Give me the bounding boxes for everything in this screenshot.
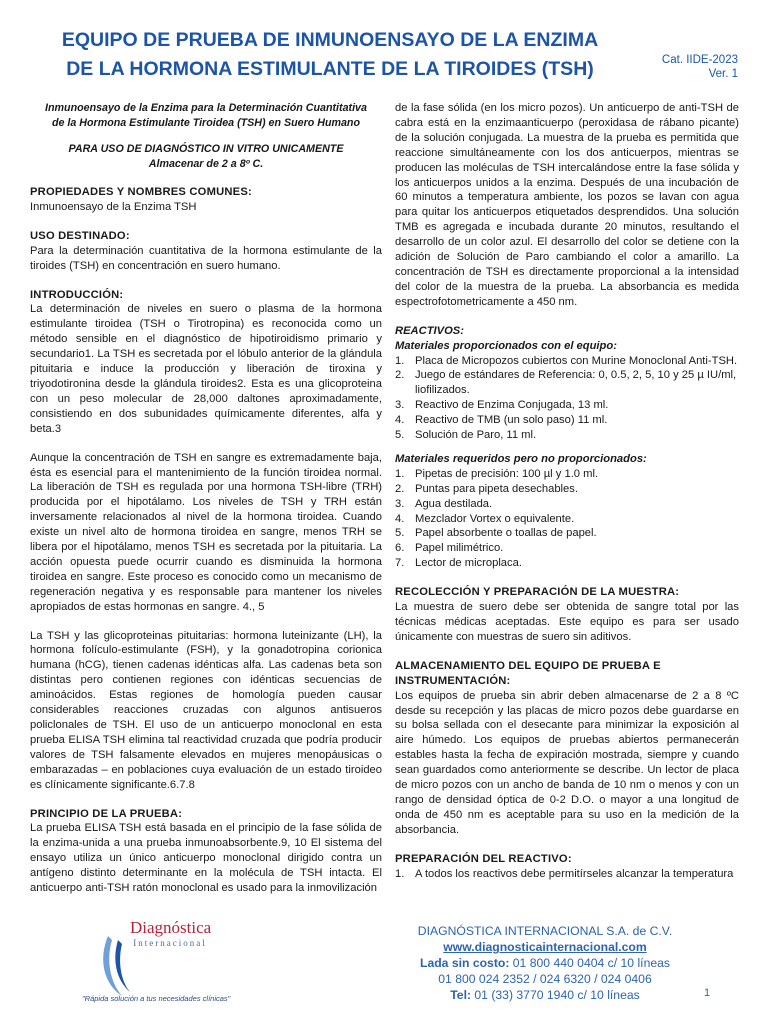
logo-name: Diagnóstica [130, 918, 212, 937]
section-heading-names: PROPIEDADES Y NOMBRES COMUNES: [30, 186, 252, 198]
reagent-prep-list [395, 867, 739, 882]
version-label: Ver. 1 [708, 68, 738, 80]
list-item-number: 1. [395, 467, 405, 480]
section-heading-use: USO DESTINADO: [30, 229, 130, 242]
list-item [395, 398, 739, 413]
logo-subtitle: Internacional [133, 938, 207, 948]
section-heading-reagents: REACTIVOS: [395, 324, 464, 337]
storage-paragraph: Los equipos de prueba sin abrir deben almacenarse de 2 a 8 ºC desde su recepción y las placas de micro pozos debe guardarse en su bolsa sellada con el desecante para minimizar la exposición al aire húmedo. Los equipos de pruebas abiertos permanecerán estables hasta la fecha de expiración mostrada, siempre y cuando sean guardados como anteriormente se describe. Un lector de placa de micro pozos con un ancho de banda de 10 nm o menos y con un rango de densidad óptica de 0-2 D.O. o mayor a una longitud de onda de 450 nm es aceptable para su uso en la medición de la absorbancia. [395, 689, 739, 836]
tollfree-line [400, 955, 690, 971]
page-number: 1 [704, 987, 711, 999]
list-item-number: 2. [395, 482, 405, 495]
tollfree-label: Lada sin costo: [420, 956, 510, 970]
list-item-number: 1. [395, 867, 405, 880]
list-item-number: 3. [395, 399, 405, 412]
left-column [30, 101, 382, 896]
list-item-text: Reactivo de Enzima Conjugada, 13 ml. [415, 399, 609, 412]
diagnostic-use-line: PARA USO DE DIAGNÓSTICO IN VITRO UNICAMENTE [68, 143, 344, 155]
list-item [395, 428, 739, 443]
list-item [395, 512, 739, 527]
subheading-required-materials: Materiales requeridos pero no proporcionados: [395, 452, 647, 465]
logo-wordmark [130, 918, 210, 948]
section-text-names: Inmunoensayo de la Enzima TSH [30, 200, 197, 213]
list-item-text: Puntas para pipeta desechables. [415, 482, 578, 495]
usage-block [30, 142, 382, 171]
list-item-text: Mezclador Vortex o equivalente. [415, 512, 575, 525]
introduction-paragraph-1: La determinación de niveles en suero o plasma de la hormona estimulante tiroidea (TSH o Tirotropina) es reconocida como un método sensible en el diagnóstico de hipotiroidismo primario y secundario1. La TSH es secretada por el lóbulo anterior de la glándula pituitaria e induce la producción y liberación de tiroxina y triyodotironina desde la glándula tiroides2. Esta es una glicoproteina con un peso molecular de 28,000 daltones aproximadamente, consistiendo en dos subunidades químicamente diferentes, alfa y beta.3 [30, 303, 382, 435]
list-item-number: 5. [395, 527, 405, 540]
phone-numbers: 01 800 024 2352 / 024 6320 / 024 0406 [438, 972, 652, 986]
list-item [395, 526, 739, 541]
document-title [30, 26, 630, 84]
section-heading-principle: PRINCIPIO DE LA PRUEBA: [30, 807, 183, 820]
list-item-text: Reactivo de TMB (un solo paso) 11 ml. [415, 414, 608, 427]
document-footer [0, 910, 768, 1024]
list-item [395, 467, 739, 482]
list-item-number: 4. [395, 512, 405, 525]
catalog-number: Cat. IIDE-2023 [661, 54, 738, 66]
company-name: DIAGNÓSTICA INTERNACIONAL S.A. de C.V. [417, 924, 673, 938]
list-item-text: Agua destilada. [415, 497, 493, 510]
section-heading-reagent-prep: PREPARACIÓN DEL REACTIVO: [395, 852, 572, 865]
company-website-link[interactable]: www.diagnosticainternacional.com [443, 940, 647, 954]
list-item [395, 354, 739, 369]
list-item-number: 3. [395, 497, 405, 510]
list-item [395, 541, 739, 556]
list-item-number: 2. [395, 369, 405, 382]
list-item-text: Pipetas de precisión: 100 µl y 1.0 ml. [415, 467, 599, 480]
list-item-text: Papel absorbente o toallas de papel. [415, 527, 597, 540]
tollfree-number: 01 800 440 0404 c/ 10 líneas [512, 956, 670, 970]
storage-line: Almacenar de 2 a 8º C. [148, 157, 264, 170]
list-item-text: Papel milimétrico. [415, 542, 504, 555]
title-line-1: EQUIPO DE PRUEBA DE INMUNOENSAYO DE LA ENZIMA [61, 29, 599, 51]
tel-label: Tel: [450, 988, 472, 1002]
subtitle-block [30, 101, 382, 130]
list-item-text: Juego de estándares de Referencia: 0, 0.5, 2, 5, 10 y 25 µ IU/ml, liofilizados. [415, 369, 737, 397]
list-item-text: Solución de Paro, 11 ml. [415, 429, 537, 442]
list-item-number: 1. [395, 354, 405, 367]
provided-materials-list [395, 354, 739, 443]
list-item-number: 5. [395, 429, 405, 442]
introduction-paragraph-2: Aunque la concentración de TSH en sangre es extremadamente baja, ésta es esencial para el mantenimiento de la función tiroidea normal. La liberación de TSH es regulada por una hormona TSH-libre (TRH) producida por el hipotálamo. Los niveles de TSH y TRH están inversamente relacionados al nivel de la hormona tiroidea. Cuando existe un nivel alto de hormona tiroidea en sangre, menos TRH se libera por el hipotálamo, menos TSH es secretada por la pituitaria. La acción opuesta puede ocurrir cuando es disminuida la hormona tiroidea en sangre. Este proceso es conocido como un mecanismo de regeneración negativa y es responsable para mantener los niveles apropiados de estas hormonas en sangre. 4., 5 [30, 451, 382, 613]
principle-paragraph-continued: de la fase sólida (en los micro pozos). Un anticuerpo de anti-TSH de cabra está en la enzimaanticuerpo (peroxidasa de rábano picante) de la solución conjugada. La muestra de la prueba es permitida que reaccione simultáneamente con los dos anticuerpos, mientras se producen las moléculas de TSH intercalándose entre la fase sólida y los anticuerpos unidos a la enzima. Después de una incubación de 60 minutos a temperatura ambiente, los pozos se lavan con agua para quitar los anticuerpos etiquetados desprendidos. Una solución TMB es agregada e incubada durante 20 minutos, resultando el desarrollo de un color azul. El desarrollo del color se detiene con la adición de Solución de Paro cambiando el color a amarillo. La concentración de TSH es directamente proporcional a la intensidad del color de la muestra de la prueba. La absorbancia es medida espectrofotometricamente a 450 nm. [395, 102, 739, 308]
right-column [395, 101, 739, 882]
list-item [395, 497, 739, 512]
list-item [395, 368, 739, 398]
list-item-number: 4. [395, 414, 405, 427]
section-heading-storage: ALMACENAMIENTO DEL EQUIPO DE PRUEBA E INSTRUMENTACIÓN: [395, 659, 661, 687]
list-item [395, 556, 739, 571]
section-heading-introduction: INTRODUCCIÓN: [30, 288, 124, 301]
tel-number: 01 (33) 3770 1940 c/ 10 líneas [474, 988, 640, 1002]
required-materials-list [395, 467, 739, 571]
introduction-paragraph-3: La TSH y las glicoproteinas pituitarias: hormona luteinizante (LH), la hormona folículo-estimulante (FSH), y la gonadotropina corionica humana (hCG), tienen cadenas idénticas alfa. Las cadenas beta son distintas pero contienen regiones con idénticas secuencias de aminoácidos. Estas regiones de homología pueden causar considerables reacciones cruzadas con algunos antisueros policlonales de TSH. El uso de un anticuerpo monoclonal en esta prueba ELISA TSH elimina tal reactividad cruzada que podría producir valores de TSH falsamente elevados en mujeres menopáusicas o embarazadas – en poblaciones cuya evaluación de un estado tiroideo es clínicamente significante.6.7.8 [30, 629, 382, 791]
section-heading-collection: RECOLECCIÓN Y PREPARACIÓN DE LA MUESTRA: [395, 586, 680, 599]
title-line-2: DE LA HORMONA ESTIMULANTE DE LA TIROIDES (TSH) [66, 58, 594, 80]
list-item-text: A todos los reactivos debe permitírseles alcanzar la temperatura [415, 867, 734, 880]
list-item [395, 482, 739, 497]
subtitle-line-1: Inmunoensayo de la Enzima para la Determinación Cuantitativa [45, 102, 367, 114]
catalog-info [662, 53, 738, 81]
list-item [395, 413, 739, 428]
principle-paragraph: La prueba ELISA TSH está basada en el principio de la fase sólida de la enzima-unida a una prueba inmunoabsorbente.9, 10 El sistema del ensayo utiliza un único anticuerpo monoclonal dirigido contra un antígeno distinto determinante en la molécula de TSH intacta. El anticuerpo anti-TSH ratón monoclonal es usado para la inmovilización [30, 822, 382, 895]
logo-slogan: "Rápida solución a tus necesidades clínicas" [82, 994, 231, 1003]
company-logo [60, 910, 270, 1010]
subheading-provided-materials: Materiales proporcionados con el equipo: [395, 339, 617, 352]
subtitle-line-2: de la Hormona Estimulante Tiroidea (TSH) en Suero Humano [51, 116, 360, 129]
list-item-text: Lector de microplaca. [415, 557, 522, 570]
collection-paragraph: La muestra de suero debe ser obtenida de sangre total por las técnicas médicas aceptadas. Este equipo es para ser usado únicamente con muestras de suero sin aditivos. [395, 601, 739, 643]
contact-block [400, 923, 690, 1003]
list-item [395, 867, 739, 882]
document-header [0, 0, 768, 95]
tel-line [400, 987, 690, 1003]
list-item-number: 7. [395, 557, 405, 570]
section-text-use: Para la determinación cuantitativa de la hormona estimulante de la tiroides (TSH) en concentración en suero humano. [30, 244, 382, 272]
list-item-text: Placa de Micropozos cubiertos con Murine Monoclonal Anti-TSH. [415, 354, 738, 367]
list-item-number: 6. [395, 542, 405, 555]
